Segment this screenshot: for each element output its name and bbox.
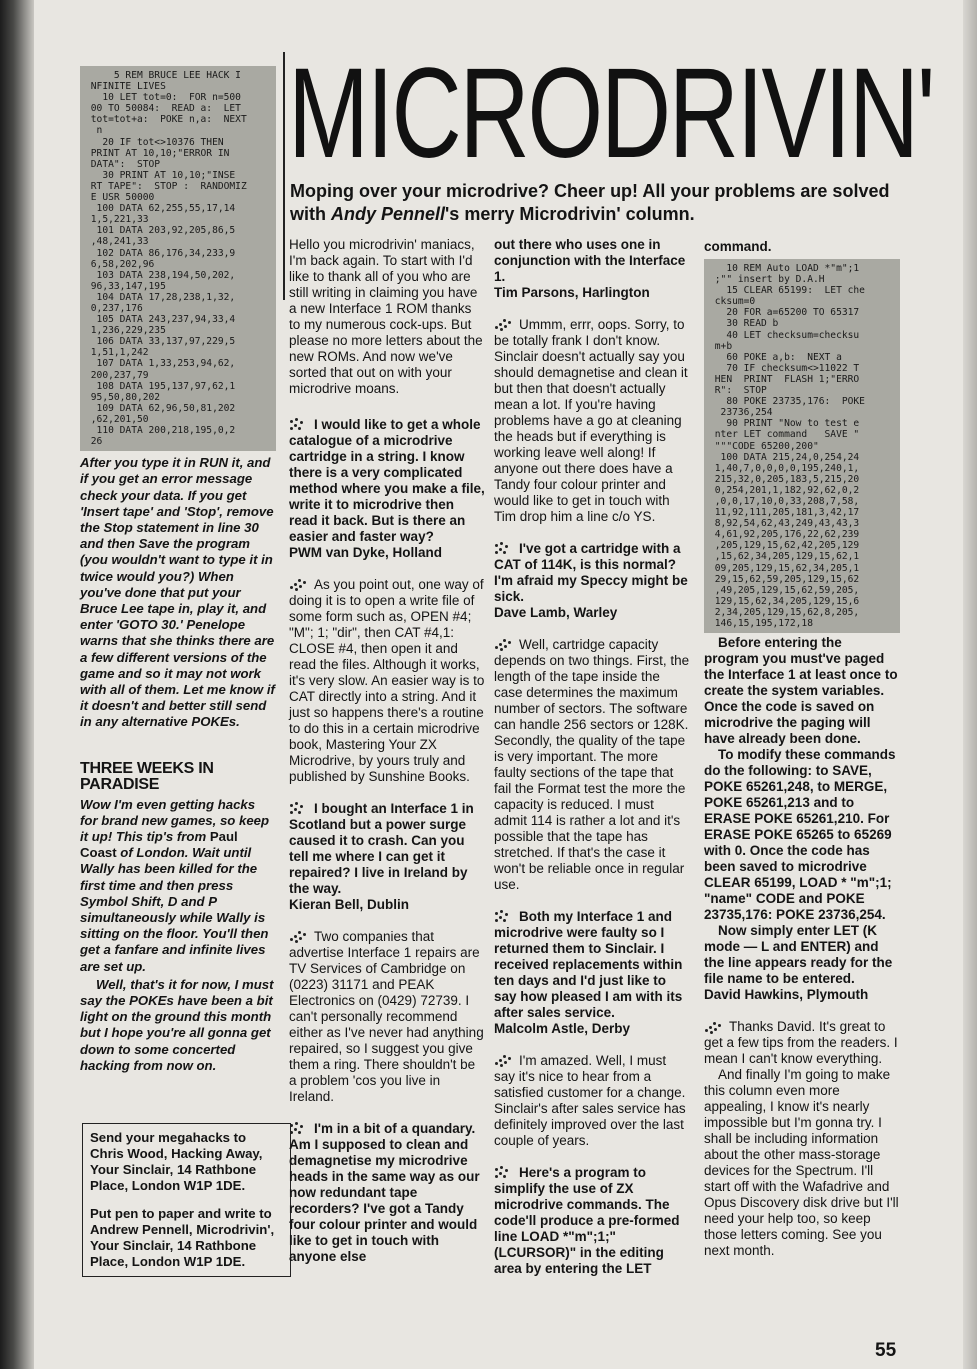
column-rule bbox=[283, 52, 285, 300]
answer-icon bbox=[289, 930, 311, 944]
auto-load-listing: 10 REM Auto LOAD *"m";1 ;"" insert by D.A.H 15 CLEAR 65199: LET che cksum=0 20 FOR a=65200 TO 65317 30 READ b 40 LET checksum=checksu m+b 60 POKE a,b: NEXT a 70 IF checksum<>11022 T HEN PRINT FLASH 1;"ERRO R": STOP 80 POKE 23735,176: POKE 23736,254 90 PRINT "Now to test e nter LET command SAVE " """CODE 65200,200" 100 DATA 215,24,0,254,24 1,40,7,0,0,0,0,195,240,1, 215,32,0,205,183,5,215,20 0,254,201,1,182,92,62,0,2 ,0,0,17,10,0,33,208,7,58, 11,92,111,205,181,3,42,17 8,92,54,62,43,249,43,43,3 4,61,92,205,176,22,62,239 ,205,129,15,62,42,205,129 ,15,62,34,205,129,15,62,1 09,205,129,15,62,34,205,1 29,15,62,59,205,129,15,62 ,49,205,129,15,62,59,205, 129,15,62,34,205,129,15,6 2,34,205,129,15,62,8,205, 146,15,195,172,18 bbox=[704, 259, 900, 633]
query-icon bbox=[494, 1166, 516, 1180]
microdrivin-address: Put pen to paper and write to Andrew Pennell, Microdrivin', Your Sinclair, 14 Rathbone Place, London W1P 1DE. bbox=[90, 1206, 275, 1269]
page-number: 55 bbox=[875, 1340, 897, 1361]
final-paragraph: And finally I'm going to make this column even more appealing, I know it's nearly impossible but I'm gonna try. I shall be including information about the other mass-storage devices for the Spectrum. I'll start off with the Wafadrive and Opus Discovery disk drive but I'll need your help too, so keep those letters coming. See you next month. bbox=[704, 1067, 899, 1259]
column-2 bbox=[289, 237, 485, 1265]
standfirst-text-a: Moping over your microdrive? Cheer up! All your problems are solved with bbox=[290, 181, 890, 224]
page-right-edge bbox=[963, 0, 977, 1369]
answer-icon bbox=[494, 318, 516, 332]
query-icon bbox=[289, 802, 311, 816]
query-icon bbox=[289, 418, 311, 432]
question-2: I bought an Interface 1 in Scotland but a power surge caused it to crash. Can you tell me where I can get it repaired? I live in Ireland by the way. bbox=[289, 801, 474, 896]
intro-paragraph: Hello you microdrivin' maniacs, I'm back again. To start with I'd like to thank all of you who are still writing in claiming you have a new Interface 1 ROM thanks to my numerous cock-ups. But please no more letters about the new ROMs. And now we've sorted that out on with your microdrive moans. bbox=[289, 237, 483, 396]
section-heading: THREE WEEKS IN PARADISE bbox=[80, 759, 214, 793]
answer-icon bbox=[494, 1054, 516, 1068]
signature-2: Kieran Bell, Dublin bbox=[289, 897, 410, 912]
answer-1: As you point out, one way of doing it is to open a write file of some form such as, OPEN #4; "M"; 1; "dir", then CAT #4,1: CLOSE #4, then open it and read the files. Although it works, it's very slow. An easier way is to CAT directly into a string. And it just so happens there's a routine to do this in a certain microdrive book, Mastering Your ZX Microdrive, by yours truly and published by Sunshine Books. bbox=[289, 577, 485, 784]
question-3-continued: out there who uses one in conjunction with the Interface 1. bbox=[494, 237, 686, 284]
question-3: I'm in a bit of a quandary. Am I supposed to clean and demagnetise my microdrive heads in the same way as our now redundant tape recorders? I've got a Tandy four colour printer and would like to get in touch with anyone else bbox=[289, 1121, 480, 1264]
standfirst-author: Andy Pennell bbox=[331, 203, 446, 224]
answer-5: I'm amazed. Well, I must say it's nice to hear from a satisfied customer for a change. Sinclair's after sales service has definitely improved over the last couple of years. bbox=[494, 1053, 686, 1148]
query-icon bbox=[289, 1122, 311, 1136]
tip-name: Paul Coast bbox=[80, 829, 238, 861]
query-icon bbox=[494, 542, 516, 556]
signature-3: Tim Parsons, Harlington bbox=[494, 285, 650, 300]
signature-4: Dave Lamb, Warley bbox=[494, 605, 618, 620]
tip-text-b: of London. Wait until Wally has been killed for the first time and then press Symbol Shift, D and P simultaneously while Wally is sitting on the floor. You'll then get a fanfare and infinite lives are set up. bbox=[80, 845, 269, 974]
listing-instructions: After you type it in RUN it, and if you get an error message check your data. If you get 'Insert tape' and 'Stop', remove the Stop statement in line 30 and then Save the program (you wouldn't want to type it in twice would you?) When you've done that put your Bruce Lee tape in, play it, and enter 'GOTO 30.' Penelope warns that she thinks there are a few different versions of the game and so it may not work with all of them. Let me know if it doesn't and better still send in any alternative POKEs. bbox=[80, 455, 275, 730]
question-6: Here's a program to simplify the use of ZX microdrive commands. The code'll produce a pre-formed line LOAD *"m";1;" (LCURSOR)" in the editing area by entering the LET bbox=[494, 1165, 680, 1276]
hacking-address: Send your megahacks to Chris Wood, Hacking Away, Your Sinclair, 14 Rathbone Place, London W1P 1DE. bbox=[90, 1130, 263, 1193]
question-4: I've got a cartridge with a CAT of 114K, is this normal? I'm afraid my Speccy might be sick. bbox=[494, 541, 688, 604]
column-4 bbox=[704, 239, 900, 1259]
signature-1: PWM van Dyke, Holland bbox=[289, 545, 443, 560]
bruce-lee-listing: 5 REM BRUCE LEE HACK I NFINITE LIVES 10 LET tot=0: FOR n=500 00 TO 50084: READ a: LET tot=tot+a: POKE n,a: NEXT n 20 IF tot<>10376 THEN PRINT AT 10,10;"ERROR IN DATA": STOP 30 PRINT AT 10,10;"INSE RT TAPE": STOP : RANDOMIZ E USR 50000 100 DATA 62,255,55,17,14 1,5,221,33 101 DATA 203,92,205,86,5 ,48,241,33 102 DATA 86,176,34,233,9 6,58,202,96 103 DATA 238,194,50,202, 96,33,147,195 104 DATA 17,28,238,1,32, 0,237,176 105 DATA 243,237,94,33,4 1,236,229,235 106 DATA 33,137,97,229,5 1,51,1,242 107 DATA 1,33,253,94,62, 200,237,79 108 DATA 195,137,97,62,1 95,50,80,202 109 DATA 62,96,50,81,202 ,62,201,50 110 DATA 200,218,195,0,2 26 bbox=[80, 66, 276, 451]
modify-note: To modify these commands do the following: to SAVE, POKE 65261,248, to MERGE, POKE 65261,213 and to ERASE POKE 65261,210. For ERASE POKE 65265 to 65269 with 0. Once the code has been saved to microdrive CLEAR 65199, LOAD * "m";1; "name" CODE and POKE 23735,176: POKE 23736,254. bbox=[704, 747, 896, 923]
query-icon bbox=[494, 910, 516, 924]
answer-icon bbox=[289, 578, 311, 592]
paging-note: Before entering the program you must've paged the Interface 1 at least once to create the system variables. Once the code is saved on microdrive the paging will have already been done. bbox=[704, 635, 898, 747]
standfirst bbox=[290, 180, 920, 225]
answer-icon bbox=[494, 638, 516, 652]
enter-note: Now simply enter LET (K mode — L and ENTER) and the line appears ready for the file name to be entered. bbox=[704, 923, 893, 987]
standfirst-text-b: 's merry Microdrivin' column. bbox=[445, 203, 695, 224]
question-1: I would like to get a whole catalogue of a microdrive cartridge in a string. I know there is a very complicated method where you make a file, write it to microdrive then read it back. But is there an easier and faster way? bbox=[289, 417, 485, 544]
question-6-continued: command. bbox=[704, 239, 772, 254]
answer-3: Ummm, errr, oops. Sorry, to be totally frank I don't know. Sinclair doesn't actually say you should demagnetise and clean it but then that doesn't actually mean a lot. If you're having problems have a go at cleaning the heads but if everything is working leave well along! If anyone out there does have a Tandy four colour printer and would like to get in touch with Tim drop him a line c/o YS. bbox=[494, 317, 688, 524]
column-3 bbox=[494, 237, 690, 1277]
tip-paragraph bbox=[80, 797, 276, 975]
signature-6: David Hawkins, Plymouth bbox=[704, 987, 869, 1003]
answer-4: Well, cartridge capacity depends on two things. First, the length of the tape inside the case determines the maximum number of sectors. The software can handle 256 sectors or 128K. Secondly, the quality of the tape is very important. The more faulty sections of the tape that fail the Format test the more the capacity is reduced. I must admit 114 is rather a lot and it's possible that the tape has stretched. If that's the case it won't be reliable once in regular use. bbox=[494, 637, 690, 892]
left-column bbox=[80, 66, 276, 1074]
page-gutter-shadow bbox=[0, 0, 34, 1369]
answer-icon bbox=[704, 1021, 726, 1035]
tip-text-a: Wow I'm even getting hacks for brand new games, so keep it up! This tip's from bbox=[80, 796, 270, 845]
answer-2: Two companies that advertise Interface 1 repairs are TV Services of Cambridge on (0223) 31171 and PEAK Electronics on (0429) 72739. I can't personally recommend either as I've never had anything repaired, so I suggest you give them a ring. There shouldn't be a problem 'cos you live in Ireland. bbox=[289, 929, 484, 1104]
closing-paragraph: Well, that's it for now, I must say the POKEs have been a bit light on the ground this month but I hope you're all gonna get down to some concerted hacking from now on. bbox=[80, 976, 274, 1073]
answer-6: Thanks David. It's great to get a few tips from the readers. I mean I can't know everything. bbox=[704, 1019, 898, 1067]
address-box bbox=[82, 1123, 291, 1277]
signature-5: Malcolm Astle, Derby bbox=[494, 1021, 631, 1036]
page-title: MICRODRIVIN' bbox=[288, 42, 934, 185]
question-5: Both my Interface 1 and microdrive were faulty so I returned them to Sinclair. I received replacements within ten days and I'd just like to say how pleased I am with its after sales service. bbox=[494, 909, 683, 1020]
